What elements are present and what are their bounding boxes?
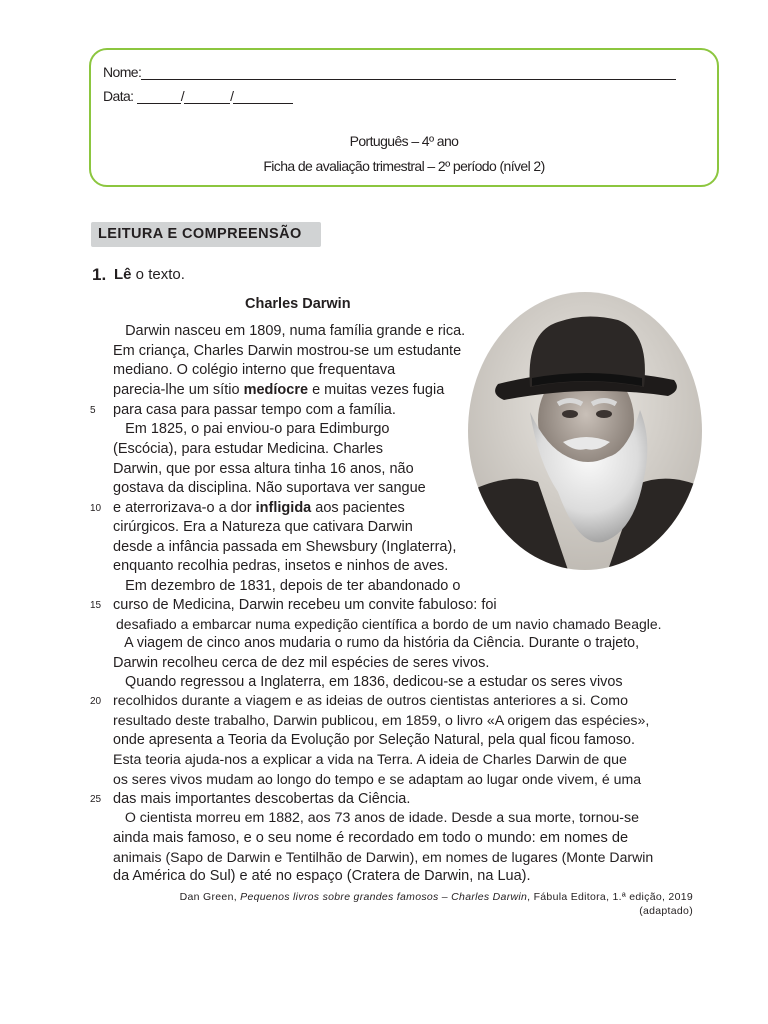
line-number: 25 [90,794,102,805]
text-line: Em criança, Charles Darwin mostrou-se um estudante [113,343,462,359]
line-number: 10 [90,503,102,514]
text-title: Charles Darwin [245,296,351,312]
text-line [113,381,444,400]
sheet-title: Ficha de avaliação trimestral – 2º período (nível 2) [263,158,545,174]
line-number: 15 [90,600,102,611]
text-line: desde a infância passada em Shewsbury (Inglaterra), [113,539,457,555]
text-line: curso de Medicina, Darwin recebeu um convite fabuloso: foi [113,597,497,613]
text-line: Quando regressou a Inglaterra, em 1836, dedicou-se a estudar os seres vivos [113,674,623,690]
text-line: desafiado a embarcar numa expedição científica a bordo de um navio chamado Beagle. [116,616,662,632]
section-title: LEITURA E COMPREENSÃO [91,222,321,247]
text-fragment: e aterrorizava-o a dor [113,500,256,516]
line-number: 5 [90,405,96,416]
date-separator: / [180,88,185,104]
text-line: ainda mais famoso, e o seu nome é recordado em todo o mundo: em nomes de [113,830,629,846]
date-year-blank[interactable] [233,89,293,104]
text-line: da América do Sul) e até no espaço (Cratera de Darwin, na Lua). [113,868,531,884]
text-line: das mais importantes descobertas da Ciência. [113,791,411,807]
text-fragment: e muitas vezes fugia [308,382,445,398]
question-number: 1. [92,265,107,284]
source-citation [180,891,693,903]
text-line: enquanto recolhia pedras, insetos e ninhos de aves. [113,558,449,574]
name-label: Nome: [103,64,142,80]
source-note: (adaptado) [639,905,693,917]
glossary-word: medíocre [243,382,309,398]
text-line: para casa para passar tempo com a família. [113,402,396,418]
text-line: onde apresenta a Teoria da Evolução por Seleção Natural, pela qual ficou famoso. [113,732,635,748]
text-line: animais (Sapo de Darwin e Tentilhão de Darwin), em nomes de lugares (Monte Darwin [113,849,654,865]
text-line: resultado deste trabalho, Darwin publicou, em 1859, o livro «A origem das espécies», [113,713,650,729]
date-separator: / [230,88,234,104]
text-line: os seres vivos mudam ao longo do tempo e se adaptam ao lugar onde vivem, é uma [113,771,642,787]
text-line: Em dezembro de 1831, depois de ter abandonado o [113,578,461,594]
question-verb: Lê [114,266,132,283]
text-line: Darwin, que por essa altura tinha 16 anos, não [113,461,414,477]
text-line: (Escócia), para estudar Medicina. Charles [113,441,383,457]
text-line: O cientista morreu em 1882, aos 73 anos de idade. Desde a sua morte, tornou-se [113,810,640,826]
source-author: Dan Green, [179,891,241,903]
text-line: gostava da disciplina. Não suportava ver sangue [113,480,426,496]
question-rest: o texto. [131,266,185,283]
text-line: Esta teoria ajuda-nos a explicar a vida na Terra. A ideia de Charles Darwin de que [113,752,627,768]
text-fragment: aos pacientes [311,500,405,516]
date-day-blank[interactable] [137,89,181,104]
text-line: cirúrgicos. Era a Natureza que cativara Darwin [113,519,413,535]
question-instruction [114,266,185,283]
source-book: Pequenos livros sobre grandes famosos – Charles Darwin [240,891,528,903]
header-box [89,48,719,187]
text-line: Darwin recolheu cerca de dez mil espécies de seres vivos. [113,655,490,671]
source-publisher: , Fábula Editora, 1.ª edição, 2019 [527,891,693,903]
date-month-blank[interactable] [184,89,230,104]
text-line: mediano. O colégio interno que frequentava [113,362,396,378]
text-line [113,499,405,518]
text-line: recolhidos durante a viagem e as ideias de outros cientistas anteriores a si. Como [113,693,628,709]
text-line: Darwin nasceu em 1809, numa família grande e rica. [113,323,466,339]
subject-line: Português – 4º ano [349,133,459,149]
text-line: A viagem de cinco anos mudaria o rumo da história da Ciência. Durante o trajeto, [113,635,640,651]
text-line: Em 1825, o pai enviou-o para Edimburgo [113,421,390,437]
glossary-word: infligida [255,500,312,516]
darwin-portrait [468,292,702,570]
date-field-row [103,88,293,104]
line-number: 20 [90,696,102,707]
name-field-row [103,64,676,80]
date-label: Data: [103,88,134,104]
name-blank[interactable] [141,65,676,80]
text-fragment: parecia-lhe um sítio [113,382,244,398]
